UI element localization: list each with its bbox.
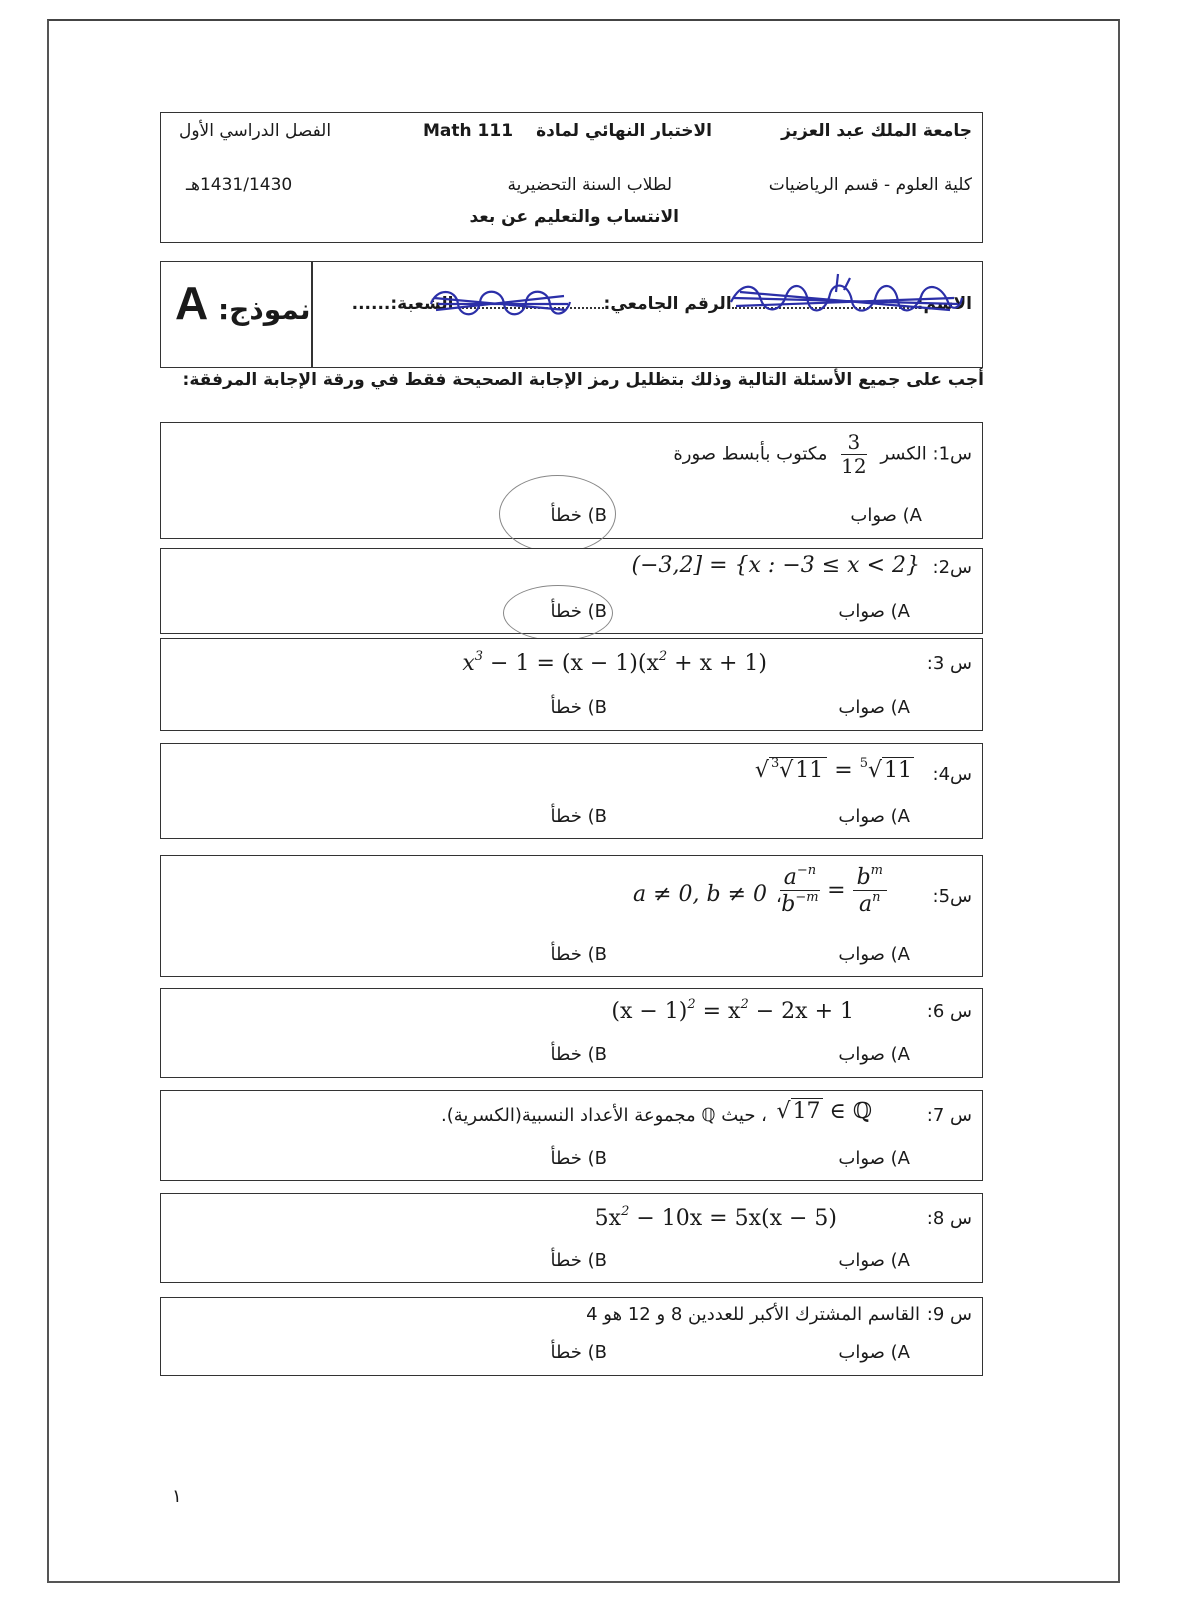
math-exponent: 3 — [474, 649, 484, 664]
option-a[interactable]: A) صواب — [838, 1342, 910, 1363]
question-label: س 3: — [926, 653, 972, 674]
math-part: − 2x + 1 — [748, 999, 854, 1024]
option-b[interactable]: B) خطأ — [550, 1148, 607, 1169]
math-part: − 1 = (x − 1)(x — [483, 651, 659, 676]
name-scribble — [726, 272, 966, 322]
option-b[interactable]: B) خطأ — [550, 505, 607, 526]
question-text: القاسم المشترك الأكبر للعددين 8 و 12 هو 4 — [586, 1304, 920, 1325]
radicand: 11 — [884, 758, 912, 783]
option-a[interactable]: A) صواب — [838, 1250, 910, 1271]
option-b[interactable]: B) خطأ — [550, 601, 607, 622]
fraction-right — [853, 864, 887, 918]
option-a[interactable]: A) صواب — [838, 1044, 910, 1065]
question-9 — [160, 1297, 983, 1376]
question-label: س 8: — [926, 1208, 972, 1229]
question-math: √17 ∈ ℚ — [776, 1099, 872, 1124]
university-name: جامعة الملك عبد العزيز — [781, 121, 972, 141]
question-math: $\frac{a^{-n}}{b^{-m}}$ = $\frac{b^m}{a^n}$ — [780, 864, 887, 918]
fraction — [841, 431, 866, 478]
name-label: الاسم: — [916, 294, 972, 314]
question-7 — [160, 1090, 983, 1181]
question-math: √ $^3$√11 = $^5$√11 — [754, 756, 912, 783]
comma: ، — [776, 886, 782, 907]
math-part: b — [856, 865, 871, 890]
program: الانتساب والتعليم عن بعد — [469, 207, 679, 227]
question-math: (−3,2] = {x : −3 ≤ x < 2} — [631, 553, 920, 578]
math-exponent: 2 — [740, 997, 749, 1012]
option-b[interactable]: B) خطأ — [550, 944, 607, 965]
question-4 — [160, 743, 983, 839]
question-text-after: ، حيث ℚ مجموعة الأعداد النسبية(الكسرية). — [441, 1105, 767, 1126]
math-part: = x — [695, 999, 741, 1024]
math-part: − 10x = 5x(x − 5) — [629, 1206, 837, 1231]
exam-header — [160, 112, 983, 243]
section-dots[interactable]: ...... — [351, 294, 391, 314]
math-exponent: −m — [795, 890, 819, 906]
question-label: س 7: — [926, 1105, 972, 1126]
option-a[interactable]: A) صواب — [838, 697, 910, 718]
course-code: Math 111 — [423, 121, 514, 141]
question-math — [595, 1204, 837, 1231]
math-part: 5x — [594, 1206, 622, 1231]
math-exponent: 2 — [621, 1204, 630, 1219]
math-part: ∈ ℚ — [822, 1099, 872, 1124]
question-text-before: الكسر — [880, 443, 927, 465]
math-part: a — [783, 865, 797, 890]
model-text: نموذج: — [217, 293, 311, 326]
math-exponent: 2 — [687, 997, 696, 1012]
fraction-denominator: 12 — [841, 454, 867, 478]
option-a[interactable]: A) صواب — [838, 806, 910, 827]
root-index: 3 — [770, 756, 780, 771]
option-a[interactable]: A) صواب — [838, 944, 910, 965]
math-exponent: m — [870, 863, 883, 878]
question-text-after: مكتوب بأبسط صورة — [673, 443, 828, 465]
math-part: x — [462, 651, 475, 676]
question-8 — [160, 1193, 983, 1283]
option-b[interactable]: B) خطأ — [550, 1044, 607, 1065]
model-letter: A — [175, 277, 209, 329]
model-label — [175, 276, 311, 330]
radicand: 11 — [795, 758, 824, 783]
math-part: a — [859, 892, 873, 918]
fraction-numerator: 3 — [841, 431, 866, 455]
semester: الفصل الدراسي الأول — [179, 121, 332, 141]
student-info-box — [160, 261, 983, 368]
instructions: أجب على جميع الأسئلة التالية وذلك بتظليل رمز الإجابة الصحيحة فقط في ورقة الإجابة المرفقة: — [182, 370, 984, 390]
id-scribble — [426, 284, 576, 324]
option-a[interactable]: A) صواب — [838, 601, 910, 622]
math-part: (x − 1) — [611, 999, 688, 1024]
section-label: الشعبة: — [390, 294, 454, 314]
question-label: س2: — [932, 557, 972, 578]
question-5 — [160, 855, 983, 977]
math-exponent: 2 — [658, 649, 668, 664]
option-a[interactable]: A) صواب — [838, 1148, 910, 1169]
option-a[interactable]: A) صواب — [850, 505, 922, 526]
math-part: = — [827, 758, 860, 783]
target-students: لطلاب السنة التحضيرية — [507, 175, 672, 195]
question-label: س 6: — [926, 1001, 972, 1022]
question-label: س1: — [932, 443, 972, 465]
question-text — [673, 431, 972, 478]
root-index: 5 — [859, 756, 868, 771]
radicand: 17 — [792, 1099, 821, 1124]
question-2 — [160, 548, 983, 634]
option-b[interactable]: B) خطأ — [550, 1250, 607, 1271]
answer-circle — [499, 475, 616, 553]
academic-year: 1431/1430هـ — [186, 175, 293, 195]
math-exponent: −n — [796, 863, 817, 878]
question-label: س4: — [932, 764, 972, 785]
page-number: ١ — [172, 1486, 182, 1507]
answer-circle — [503, 585, 613, 641]
option-b[interactable]: B) خطأ — [550, 697, 607, 718]
question-math — [462, 649, 767, 676]
question-label: س 9: — [926, 1304, 972, 1325]
exam-title: الاختبار النهائي لمادة — [536, 121, 712, 141]
fraction-left — [780, 864, 820, 918]
math-exponent: n — [872, 890, 881, 906]
math-part: b — [781, 892, 796, 918]
question-6 — [160, 988, 983, 1078]
student-id-label: الرقم الجامعي: — [603, 294, 732, 314]
faculty: كلية العلوم - قسم الرياضيات — [768, 175, 972, 195]
condition: a ≠ 0, b ≠ 0 — [633, 882, 768, 907]
question-3 — [160, 638, 983, 731]
option-b[interactable]: B) خطأ — [550, 806, 607, 827]
option-b[interactable]: B) خطأ — [550, 1342, 607, 1363]
math-part: + x + 1) — [667, 651, 767, 676]
model-divider — [311, 262, 313, 367]
question-math — [611, 997, 854, 1024]
question-1 — [160, 422, 983, 539]
question-label: س5: — [932, 886, 972, 907]
